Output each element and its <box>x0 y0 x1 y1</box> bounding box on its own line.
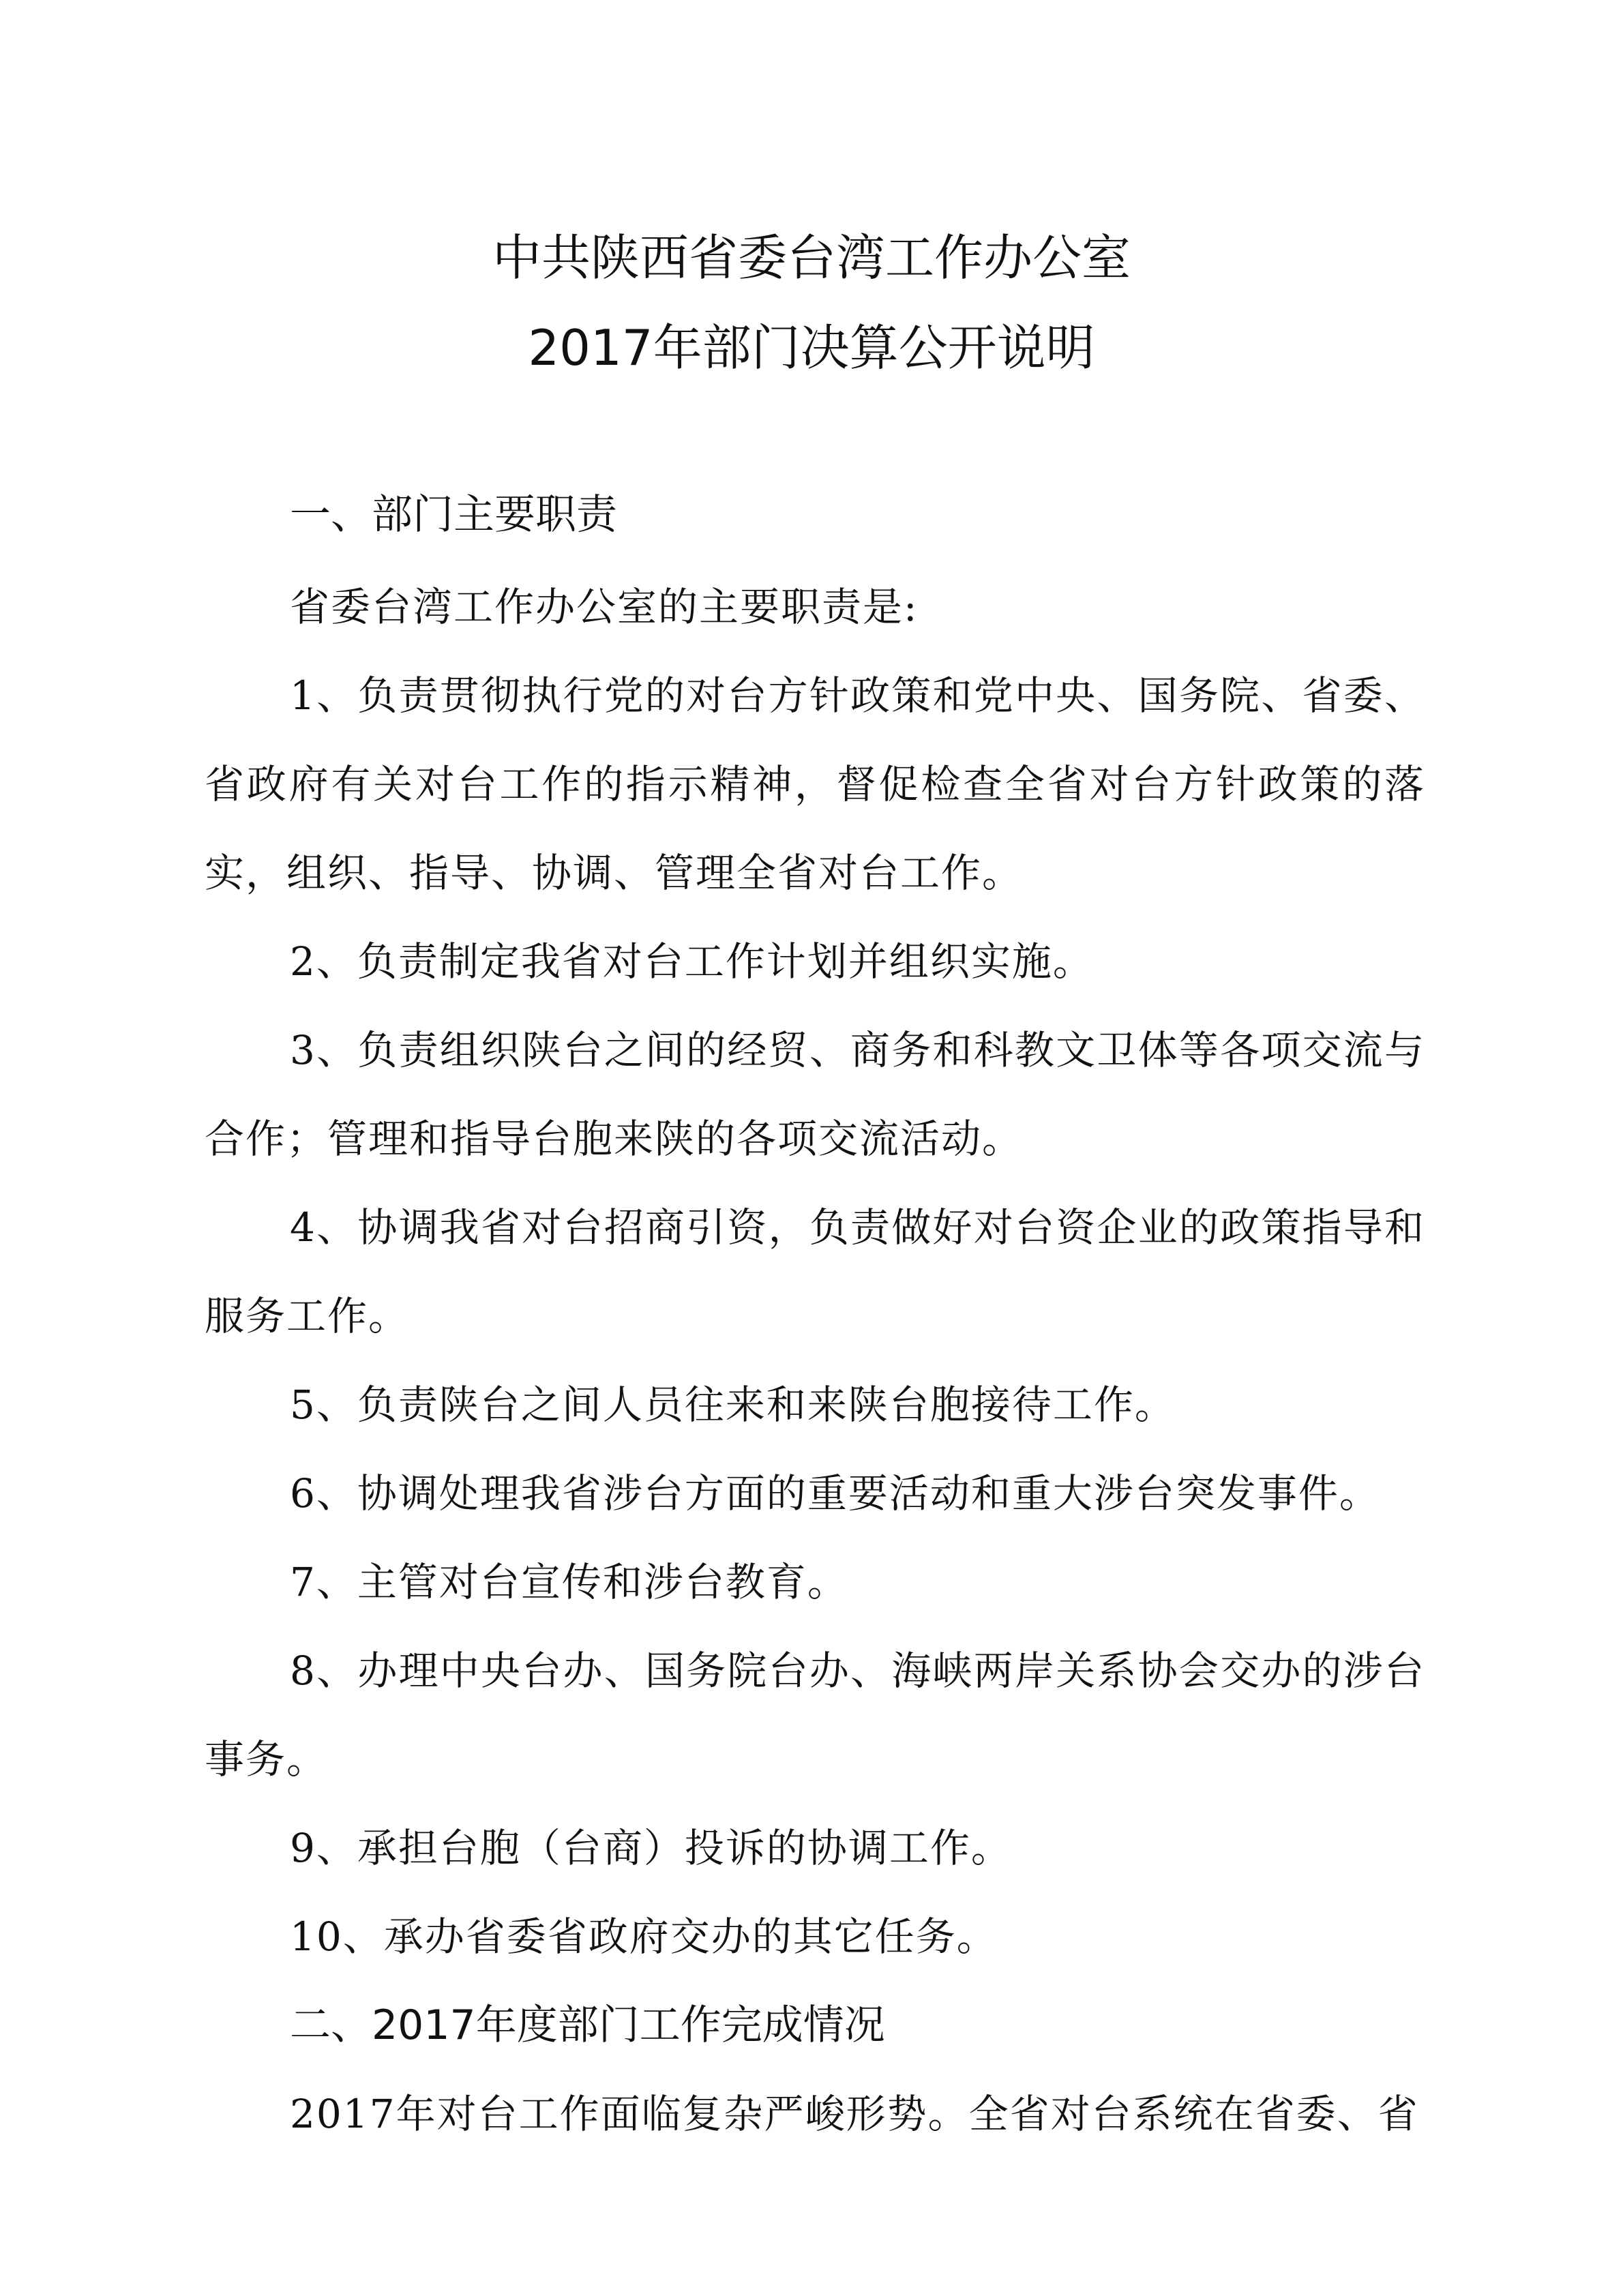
section2-paragraph: 2017年对台工作面临复杂严峻形势。全省对台系统在省委、省 <box>290 2091 1419 2137</box>
document-title-line2: 2017年部门决算公开说明 <box>528 319 1095 376</box>
responsibility-item-8: 8、办理中央台办、国务院台办、海峡两岸关系协会交办的涉台事务。 <box>205 1648 1425 1783</box>
intro-paragraph: 省委台湾工作办公室的主要职责是: <box>290 584 919 630</box>
section-heading-work-completion: 二、2017年度部门工作完成情况 <box>290 2001 885 2049</box>
responsibility-item-4: 4、协调我省对台招商引资，负责做好对台资企业的政策指导和服务工作。 <box>205 1204 1425 1339</box>
document-title-line1: 中共陕西省委台湾工作办公室 <box>492 229 1131 286</box>
responsibility-item-5: 5、负责陕台之间人员往来和来陕台胞接待工作。 <box>290 1382 1176 1428</box>
responsibility-item-3: 3、负责组织陕台之间的经贸、商务和科教文卫体等各项交流与合作；管理和指导台胞来陕的各项交流活动。 <box>205 1027 1425 1162</box>
responsibility-item-1: 1、负责贯彻执行党的对台方针政策和党中央、国务院、省委、省政府有关对台工作的指示精神，督促检查全省对台方针政策的落实，组织、指导、协调、管理全省对台工作。 <box>205 672 1425 896</box>
responsibility-item-9: 9、承担台胞（台商）投诉的协调工作。 <box>290 1825 1012 1871</box>
responsibility-item-6: 6、协调处理我省涉台方面的重要活动和重大涉台突发事件。 <box>290 1470 1380 1517</box>
section-heading-responsibilities: 一、部门主要职责 <box>290 491 617 539</box>
responsibility-item-10: 10、承办省委省政府交办的其它任务。 <box>290 1913 998 1960</box>
responsibility-item-2: 2、负责制定我省对台工作计划并组织实施。 <box>290 938 1094 985</box>
responsibility-item-7: 7、主管对台宣传和涉台教育。 <box>290 1559 848 1605</box>
